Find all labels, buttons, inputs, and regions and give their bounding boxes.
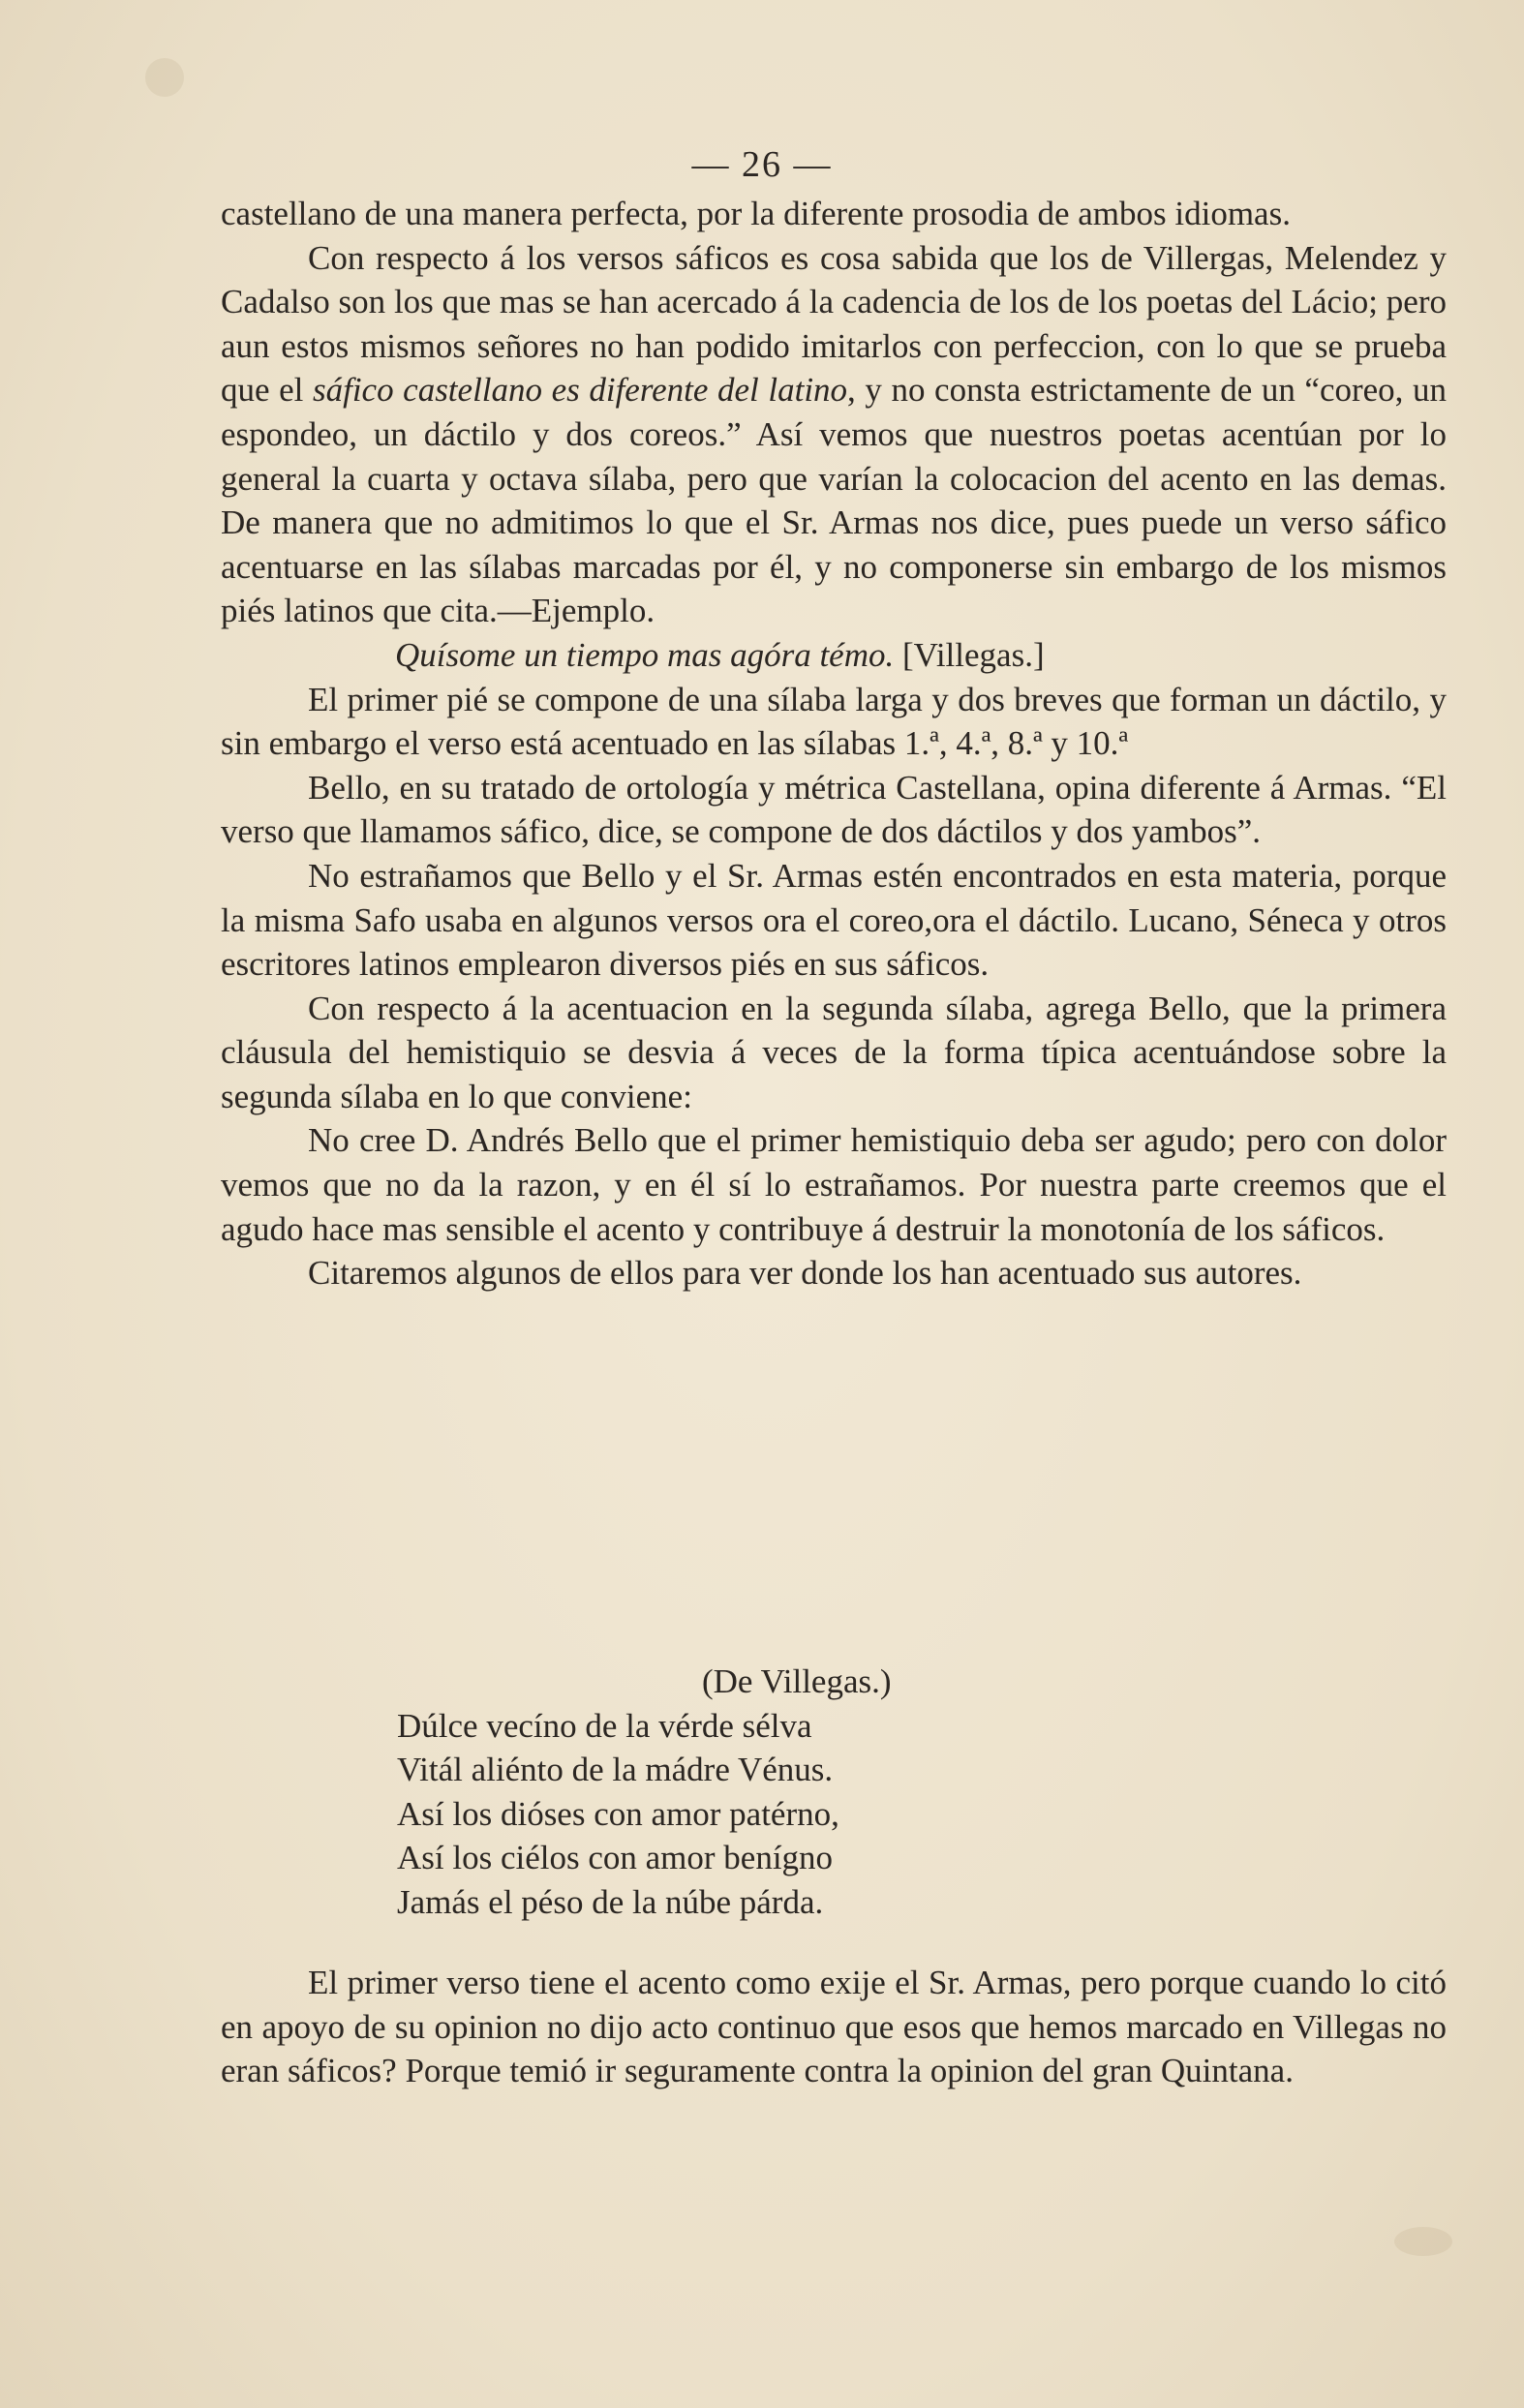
- page-number: — 26 —: [691, 144, 833, 185]
- paper-stain: [145, 58, 184, 97]
- paragraph: [221, 854, 1447, 987]
- paragraph: [221, 633, 1447, 678]
- body-text: [221, 192, 1447, 1295]
- text-run: , y no consta estrictamente de un “coreo, un espondeo, un dáctilo y dos coreos.” Así vemos que nuestros poetas acentúan por lo general la cuarta y octava sílaba, pero que varían la colocacion del acento en las demas. De manera que no admitimos lo que el Sr. Armas nos dice, pues puede un verso sáfico acentuarse en las sílabas marcadas por él, y no componerse sin embargo de los mismos piés latinos que cita.—Ejemplo.: [221, 371, 1447, 630]
- closing-text: [221, 1961, 1447, 2093]
- poem-line: Así los ciélos con amor benígno: [397, 1839, 834, 1877]
- poem-line: Vitál aliénto de la mádre Vénus.: [397, 1751, 834, 1789]
- paragraph: [221, 236, 1447, 633]
- text-run: Con respecto á la acentuacion en la segunda sílaba, agrega Bello, que la primera cláusula del hemistiquio se desvia á veces de la forma típica acentuándose sobre la segunda sílaba en lo que conviene:: [221, 989, 1447, 1115]
- text-run: No estrañamos que Bello y el Sr. Armas estén encontrados en esta materia, porque la misma Safo usaba en algunos versos ora el coreo,ora el dáctilo. Lucano, Séneca y otros escritores latinos emplearon diversos piés en sus sáficos.: [221, 856, 1447, 984]
- text-run: El primer verso tiene el acento como exije el Sr. Armas, pero porque cuando lo citó en apoyo de su opinion no dijo acto continuo que esos que hemos marcado en Villegas no eran sáficos? Porque temió ir seguramente contra la opinion del gran Quintana.: [221, 1964, 1447, 2090]
- poem-line: Jamás el péso de la núbe párda.: [397, 1882, 824, 1921]
- paper-stain: [1394, 2227, 1452, 2256]
- poem-source: (De Villegas.): [702, 1662, 892, 1700]
- poem-block: [397, 1660, 1075, 1925]
- paragraph: [221, 192, 1447, 236]
- paragraph: [221, 678, 1447, 766]
- text-run: Bello, en su tratado de ortología y métrica Castellana, opina diferente á Armas. “El verso que llamamos sáfico, dice, se compone de dos dáctilos y dos yambos”.: [221, 768, 1447, 851]
- paragraph: [221, 766, 1447, 854]
- italic-text: Quísome un tiempo mas agóra témo.: [395, 635, 895, 674]
- paragraph: [221, 1251, 1447, 1295]
- text-run: castellano de una manera perfecta, por la diferente prosodia de ambos idiomas.: [221, 195, 1291, 232]
- text-run: Citaremos algunos de ellos para ver donde los han acentuado sus autores.: [308, 1254, 1302, 1293]
- text-run: No cree D. Andrés Bello que el primer hemistiquio deba ser agudo; pero con dolor vemos que no da la razon, y en él sí lo estrañamos. Por nuestra parte creemos que el agudo hace mas sensible el acento y contribuye á destruir la monotonía de los sáficos.: [221, 1121, 1447, 1248]
- poem-line: Así los dióses con amor patérno,: [397, 1794, 839, 1833]
- text-run: [Villegas.]: [894, 635, 1045, 674]
- paragraph: [221, 1961, 1447, 2093]
- text-run: Con respecto á los versos sáficos es cosa sabida que los de Villergas, Melendez y Cadalso son los que mas se han acercado á la cadencia de los de los poetas del Lácio; pero aun estos mismos señores no han podido imitarlos con perfeccion, con lo que se prueba que el: [221, 238, 1447, 410]
- poem-lines: [397, 1704, 1075, 1925]
- italic-text: sáfico castellano es diferente del latino: [312, 371, 848, 410]
- poem-line: Dúlce vecíno de la vérde sélva: [397, 1706, 812, 1745]
- text-run: El primer pié se compone de una sílaba larga y dos breves que forman un dáctilo, y sin embargo el verso está acentuado en las sílabas 1.ª, 4.ª, 8.ª y 10.ª: [221, 680, 1447, 763]
- paragraph: [221, 987, 1447, 1119]
- paragraph: [221, 1118, 1447, 1251]
